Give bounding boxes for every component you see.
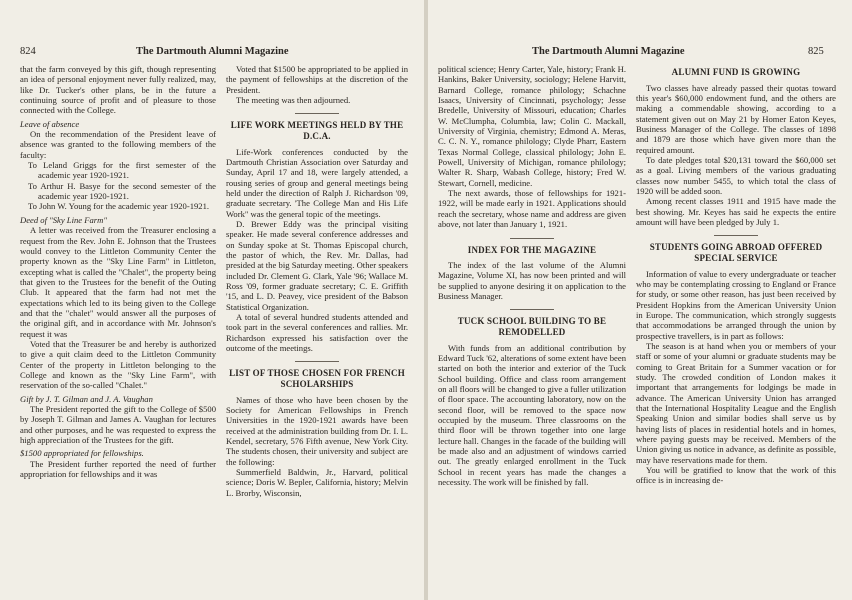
leave-item-1: To Leland Griggs for the first semester of the academic year 1920-1921. [28, 160, 216, 181]
right-page [428, 0, 852, 600]
life-work-paragraph-3: A total of several hundred students attended and took part in the several conferences and rallies. Mr. Richardson expressed his satisfaction over the outcome of the meetings. [226, 312, 408, 354]
students-abroad-paragraph-2: The season is at hand when you or members of your staff or some of your alumni or graduate students may be coming to Great Britain for a Summer vacation or for study. The crowded condition of London makes it important that arrangements for lodgings be made in advance. The American University Union has arranged that the International Hospitality League and the English Speaking Union and similar bodies shall serve us by having lists of places in residential hotels and in homes, where paying guests may be received. Members of the Union giving us notice in advance, as definite as possible, may have reservations made for them. [636, 341, 836, 465]
gift-paragraph: The President reported the gift to the College of $500 by Joseph T. Gilman and James A. Vaughan for lectures and other purposes, and he was requested to express the high appreciation of the Trustees for the gift. [20, 404, 216, 446]
leave-item-3: To John W. Young for the academic year 1920-1921. [28, 201, 210, 212]
fellowship-paragraph: The President further reported the need of further appropriation for fellowships and it was [20, 458, 216, 480]
column-1 [20, 64, 216, 479]
gift-heading: Gift by J. T. Gilman and J. A. Vaughan [20, 393, 153, 404]
tuck-school-heading: TUCK SCHOOL BUILDING TO BE REMODELLED [457, 316, 607, 338]
alumni-fund-paragraph-2: To date pledges total $20,131 toward the $60,000 set as a goal. Living members of the various graduating classes now number 5455, to which total the class of 1920 will be added soon. [636, 155, 836, 197]
adjourned-paragraph: The meeting was then adjourned. [236, 95, 351, 106]
column-4 [636, 64, 836, 486]
next-awards-paragraph: The next awards, those of fellowships for 1921-1922, will be made early in 1921. Applications should reach the secretary, whose name and address are given above, not later than January 1, 1921. [438, 188, 626, 230]
page-number-left: 824 [20, 46, 36, 57]
life-work-paragraph-2: D. Brewer Eddy was the principal visiting speaker. He made several conference addresses and on Sunday spoke at St. Thomas Episcopal church, the pastor of which, the Rev. Mr. Dallas, had presided at the big Saturday meeting. Other speakers included Dr. Clement G. Clark, Yale '96; Wallace M. Ross '09, former graduate secretary; C. E. Griffith '15, and L. D. Peavey, vice president of the Babson Statistical Organization. [226, 218, 408, 312]
tuck-school-paragraph: With funds from an additional contribution by Edward Tuck '62, alterations of some extent have been started on both the interior and exterior of the Tuck School building. Office and class room arrangement on all floors will be changed to give a fuller utilization of floor space. The accounting laboratory, now on the second floor, will be removed to the space now occupied by the museum. Three classrooms on the third floor will be thrown together into one large lecture hall. Changes in the facade of the building will be made also and an adjustment of windows carried out. The greatly enlarged enrollment in the Tuck School in recent years has made the changes a necessity. The work will be finished by fall. [438, 342, 626, 488]
running-header-left: The Dartmouth Alumni Magazine [136, 46, 289, 57]
page-number-right: 825 [808, 46, 824, 57]
french-scholarships-heading: LIST OF THOSE CHOSEN FOR FRENCH SCHOLARSHIPS [229, 368, 405, 390]
index-heading: INDEX FOR THE MAGAZINE [467, 244, 597, 255]
farm-paragraph: that the farm conveyed by this gift, though representing an idea of personal enjoyment never fully realized, may, like Dr. Tucker's other plans, be in the future a continuing source of profit and of pleasure to those connected with the College. [20, 64, 216, 116]
section-divider [714, 235, 758, 236]
fellowship-heading: $1500 appropriated for fellowships. [20, 448, 144, 459]
french-scholarships-paragraph-2: Summerfield Baldwin, Jr., Harvard, political science; Doris W. Bepler, California, history; Melvin L. Brorby, Wisconsin, [226, 467, 408, 498]
section-divider [510, 238, 554, 239]
students-abroad-paragraph-3: You will be gratified to know that the work of this office is in increasing de- [636, 465, 836, 486]
running-header-right: The Dartmouth Alumni Magazine [532, 46, 685, 57]
deed-paragraph-2: Voted that the Treasurer be and hereby is authorized to give a quit claim deed to the Littleton Community Center of the property in Littleton belonging to the College and known as the "Sky Line Farm", with reservation of the so-called "Chalet." [20, 338, 216, 391]
life-work-paragraph-1: Life-Work conferences conducted by the Dartmouth Christian Association over Saturday and Sunday, April 17 and 18, were largely attended, a rousing series of group and general meetings being held under the direction of Ralph J. Richardson '09, graduate secretary. 'The College Man and His Life Work" was the general topic of the meetings. [226, 146, 408, 219]
students-abroad-heading: STUDENTS GOING ABROAD OFFERED SPECIAL SERVICE [649, 242, 823, 263]
section-divider [295, 361, 339, 362]
alumni-fund-paragraph-3: Among recent classes 1911 and 1915 have made the best showing. Mr. Keyes has said he expects the entire amount will have been pledged by July 1. [636, 196, 836, 228]
students-abroad-paragraph-1: Information of value to every undergraduate or teacher who may be contemplating crossing to England or France for study, or some other reason, has just been received by President Hopkins from the American University Union in Europe. The communication, which strongly suggests that accommodations be arranged through the union by prospective travellers, is in part as follows: [636, 268, 836, 341]
deed-heading: Deed of "Sky Line Farm" [20, 214, 107, 225]
section-divider [510, 309, 554, 310]
left-page [0, 0, 424, 600]
french-scholarships-paragraph-1: Names of those who have been chosen by the Society for American Fellowships in French Universities in the 1920-1921 awards have been received at the administration building from Dr. I. L. Kendel, secretary, 576 Fifth avenue, New York City. The students chosen, their university and subject are the following: [226, 394, 408, 467]
section-divider [295, 113, 339, 114]
column-3 [438, 64, 626, 487]
column-2 [226, 64, 408, 498]
voted-paragraph: Voted that $1500 be appropriated to be applied in the payment of fellowships at the discretion of the President. [226, 64, 408, 95]
leave-heading: Leave of absence [20, 118, 80, 129]
alumni-fund-paragraph-1: Two classes have already passed their quotas toward this year's $60,000 endowment fund, and the others are making a commendable showing, according to a statement given out on May 21 by Homer Eaton Keyes, Business Manager of the College. The classes of 1898 and 1879 are those which have given more than the required amount. [636, 82, 836, 155]
index-paragraph: The index of the last volume of the Alumni Magazine, Volume XI, has now been printed and will be supplied to anyone desiring it on application to the Business Manager. [438, 260, 626, 302]
life-work-heading: LIFE WORK MEETINGS HELD BY THE D.C.A. [230, 120, 404, 141]
alumni-fund-heading: ALUMNI FUND IS GROWING [671, 67, 801, 77]
leave-item-2: To Arthur H. Basye for the second semester of the academic year 1920-1921. [28, 180, 216, 202]
leave-intro: On the recommendation of the President leave of absence was granted to the following members of the faculty: [20, 129, 216, 160]
scholarship-list-continued: political science; Henry Carter, Yale, history; Frank H. Hankins, Baker University, sociology; Helene Harvitt, Barnard College, romance philology; Schachne Isaacs, University of Cincinnati, psychology; Jesse Bredelle, University of Missouri, education; Charles W. McClumpha, Columbia, law; Colin C. Mackall, University of Virginia, chemistry; Edmond A. Meras, C. C. N. Y., romance philology; Clyde Pharr, Eastern Texas Normal College, classical philology; John E. Powell, University of Michigan, romance philology; Walter R. Sharp, Wabash College, history; Fred W. Stewart, Cornell, medicine. [438, 64, 626, 188]
deed-paragraph-1: A letter was received from the Treasurer enclosing a request from the Rev. John E. Johnson that the Trustees would convey to the Littleton Community Center the property known as the "Sky Line Farm" in Littleton, excepting what is called the "Chalet", the property being that given to the Trustees for the benefit of the Outing Club. It appeared that the farm had not met the expectations which led to its being given to the College and that the "chalet" would answer all the purposes of the original gift, and in accordance with Mr. Johnson's request it was [20, 225, 216, 339]
